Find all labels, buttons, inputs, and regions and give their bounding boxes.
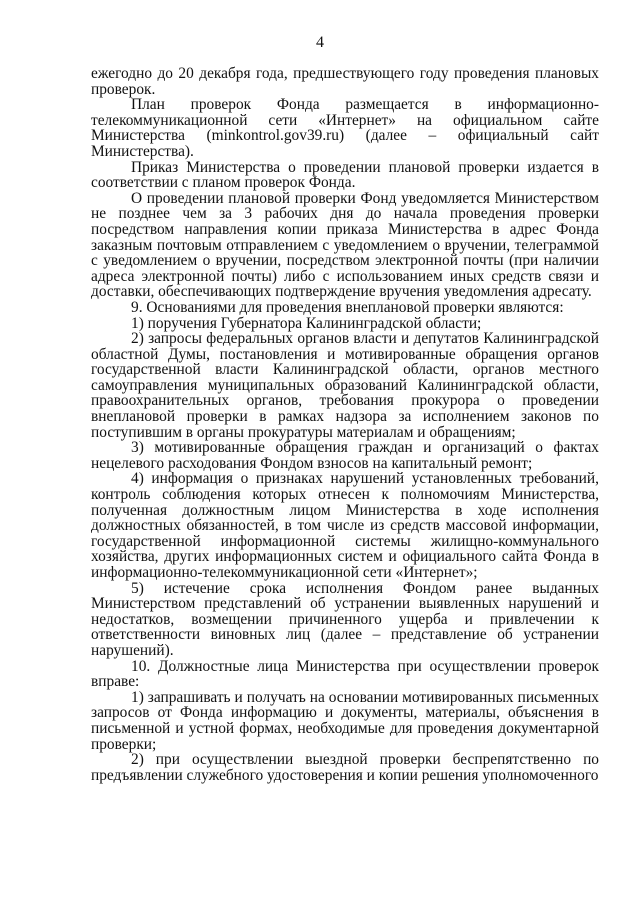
paragraph-item-10: 10. Должностные лица Министерства при осуществлении проверок вправе:: [91, 657, 599, 691]
list-item-9-1: 1) поручения Губернатора Калининградской области;: [131, 314, 482, 332]
paragraph-order-issue: Приказ Министерства о проведении плановой проверки издается в соответствии с планом проверок Фонда.: [91, 158, 599, 192]
list-item-9-3: 3) мотивированные обращения граждан и организаций о фактах нецелевого расходования Фондом взносов на капитальный ремонт;: [91, 439, 599, 472]
list-item-10-2: 2) при осуществлении выездной проверки беспрепятственно по предъявлении служебного удостоверения и копии решения уполномоченного: [91, 751, 599, 784]
document-body: [91, 66, 599, 783]
paragraph-continuation: ежегодно до 20 декабря года, предшествующего году проведения плановых проверок.: [91, 65, 599, 98]
list-item-9-2: 2) запросы федеральных органов власти и депутатов Калининградской областной Думы, постановления и мотивированные обращения органов государственной власти Калининградской области, органов местного самоуправления муниципальных образований Калининградской области, правоохранительных органов, требования прокурора о проведении внеплановой проверки в рамках надзора за исполнением законов по поступившим в органы прокуратуры материалам и обращениям;: [91, 330, 599, 441]
list-item-10-1: 1) запрашивать и получать на основании мотивированных письменных запросов от Фонда информацию и документы, материалы, объяснения в письменной и устной формах, необходимые для проведения документарной проверки;: [91, 688, 599, 753]
list-item-9-4: 4) информация о признаках нарушений установленных требований, контроль соблюдения которых отнесен к полномочиям Министерства, полученная должностным лицом Министерства в ходе исполнения должностных обязанностей, в том числе из средств массовой информации, государственной информационной системы жилищно-коммунального хозяйства, других информационных систем и официального сайта Фонда в информационно-телекоммуникационной сети «Интернет»;: [91, 470, 599, 581]
paragraph-plan-publication: План проверок Фонда размещается в информационно-телекоммуникационной сети «Интернет» на официальном сайте Министерства (minkontrol.gov39.ru) (далее – официальный сайт Министерства).: [91, 96, 599, 160]
paragraph-item-9: 9. Основаниями для проведения внеплановой проверки являются:: [131, 298, 564, 316]
paragraph-notification: О проведении плановой проверки Фонд уведомляется Министерством не позднее чем за 3 рабочих дня до начала проведения проверки посредством направления копии приказа Министерства в адрес Фонда заказным почтовым отправлением с уведомлением о вручении, телеграммой с уведомлением о вручении, посредством электронной почты (при наличии адреса электронной почты) либо с использованием иных средств связи и доставки, обеспечивающих подтверждение вручения уведомления адресату.: [91, 189, 599, 301]
list-item-9-5: 5) истечение срока исполнения Фондом ранее выданных Министерством представлений об устранении выявленных нарушений и недостатков, возмещении причиненного ущерба и привлечении к ответственности виновных лиц (далее – представление об устранении нарушений).: [91, 579, 599, 659]
page-number: 4: [316, 34, 324, 51]
